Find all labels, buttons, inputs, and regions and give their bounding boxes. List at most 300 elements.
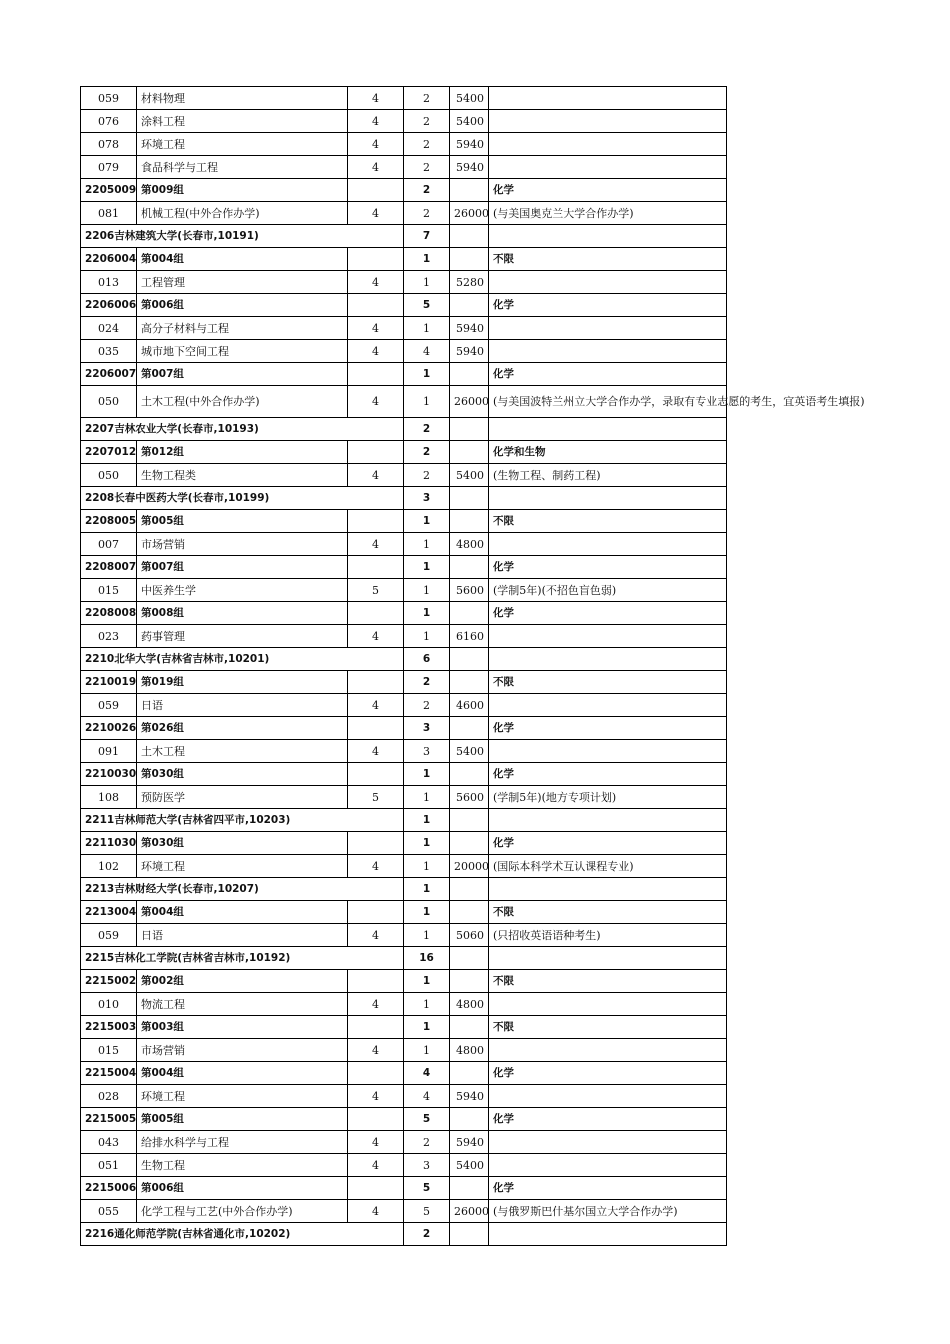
group-name-cell: 第007组 <box>137 556 348 579</box>
fee-cell <box>450 1062 489 1085</box>
plan-count-cell: 1 <box>404 763 450 786</box>
fee-cell <box>450 602 489 625</box>
major-code-cell: 059 <box>81 924 137 947</box>
plan-count-cell: 1 <box>404 1016 450 1039</box>
plan-count-cell: 1 <box>404 625 450 648</box>
years-cell: 4 <box>348 924 404 947</box>
fee-cell <box>450 510 489 533</box>
plan-count-cell: 1 <box>404 855 450 878</box>
major-code-cell: 015 <box>81 579 137 602</box>
plan-count-cell: 5 <box>404 1108 450 1131</box>
note-cell: (国际本科学术互认课程专业) <box>489 855 727 878</box>
note-cell <box>489 625 727 648</box>
university-name-cell: 2208长春中医药大学(长春市,10199) <box>81 487 404 510</box>
major-name-cell: 日语 <box>137 694 348 717</box>
group-name-cell: 第005组 <box>137 1108 348 1131</box>
major-code-cell: 023 <box>81 625 137 648</box>
university-name-cell: 2215吉林化工学院(吉林省吉林市,10192) <box>81 947 404 970</box>
group-name-cell: 第006组 <box>137 1177 348 1200</box>
major-code-cell: 024 <box>81 317 137 340</box>
fee-cell: 5400 <box>450 1154 489 1177</box>
subject-requirement-cell: 不限 <box>489 671 727 694</box>
plan-count-cell: 1 <box>404 510 450 533</box>
note-cell <box>489 809 727 832</box>
plan-count-cell: 1 <box>404 809 450 832</box>
plan-count-cell: 3 <box>404 717 450 740</box>
fee-cell: 5400 <box>450 87 489 110</box>
plan-count-cell: 2 <box>404 87 450 110</box>
subject-requirement-cell: 化学 <box>489 602 727 625</box>
years-cell: 4 <box>348 694 404 717</box>
major-row <box>81 464 727 487</box>
major-code-cell: 015 <box>81 1039 137 1062</box>
years-cell <box>348 970 404 993</box>
major-name-cell: 环境工程 <box>137 133 348 156</box>
plan-count-cell: 2 <box>404 464 450 487</box>
group-code-cell: 2215006 <box>81 1177 137 1200</box>
major-name-cell: 市场营销 <box>137 1039 348 1062</box>
major-code-cell: 010 <box>81 993 137 1016</box>
plan-count-cell: 2 <box>404 110 450 133</box>
subject-requirement-cell: 化学 <box>489 1177 727 1200</box>
plan-count-cell: 5 <box>404 1200 450 1223</box>
group-code-cell: 2207012 <box>81 441 137 464</box>
years-cell: 4 <box>348 340 404 363</box>
university-row <box>81 1223 727 1246</box>
plan-count-cell: 4 <box>404 1085 450 1108</box>
major-row <box>81 340 727 363</box>
plan-count-cell: 1 <box>404 924 450 947</box>
major-code-cell: 051 <box>81 1154 137 1177</box>
group-code-cell: 2205009 <box>81 179 137 202</box>
subject-requirement-cell: 不限 <box>489 248 727 271</box>
plan-count-cell: 1 <box>404 970 450 993</box>
years-cell: 4 <box>348 202 404 225</box>
note-cell <box>489 340 727 363</box>
major-row <box>81 625 727 648</box>
plan-count-cell: 1 <box>404 993 450 1016</box>
group-row <box>81 1062 727 1085</box>
major-row <box>81 533 727 556</box>
plan-count-cell: 2 <box>404 1223 450 1246</box>
fee-cell <box>450 878 489 901</box>
major-code-cell: 035 <box>81 340 137 363</box>
years-cell <box>348 179 404 202</box>
years-cell <box>348 1108 404 1131</box>
major-row <box>81 1131 727 1154</box>
fee-cell <box>450 671 489 694</box>
note-cell <box>489 317 727 340</box>
subject-requirement-cell: 化学 <box>489 1108 727 1131</box>
group-code-cell: 2211030 <box>81 832 137 855</box>
note-cell: (生物工程、制药工程) <box>489 464 727 487</box>
subject-requirement-cell: 化学 <box>489 832 727 855</box>
group-row <box>81 248 727 271</box>
university-row <box>81 809 727 832</box>
fee-cell: 5600 <box>450 579 489 602</box>
years-cell <box>348 441 404 464</box>
fee-cell: 4600 <box>450 694 489 717</box>
major-row <box>81 202 727 225</box>
admission-plan-table <box>80 86 865 1246</box>
fee-cell: 5940 <box>450 340 489 363</box>
fee-cell <box>450 648 489 671</box>
group-code-cell: 2215005 <box>81 1108 137 1131</box>
note-cell <box>489 878 727 901</box>
group-code-cell: 2206004 <box>81 248 137 271</box>
subject-requirement-cell: 化学 <box>489 556 727 579</box>
group-row <box>81 1108 727 1131</box>
fee-cell: 5400 <box>450 110 489 133</box>
fee-cell <box>450 1016 489 1039</box>
note-cell <box>489 225 727 248</box>
group-name-cell: 第005组 <box>137 510 348 533</box>
major-name-cell: 中医养生学 <box>137 579 348 602</box>
fee-cell: 26000 <box>450 1200 489 1223</box>
years-cell: 4 <box>348 464 404 487</box>
years-cell: 4 <box>348 993 404 1016</box>
major-name-cell: 涂料工程 <box>137 110 348 133</box>
group-name-cell: 第030组 <box>137 832 348 855</box>
plan-count-cell: 2 <box>404 1131 450 1154</box>
university-name-cell: 2210北华大学(吉林省吉林市,10201) <box>81 648 404 671</box>
years-cell: 4 <box>348 855 404 878</box>
years-cell: 4 <box>348 110 404 133</box>
plan-count-cell: 5 <box>404 294 450 317</box>
university-name-cell: 2207吉林农业大学(长春市,10193) <box>81 418 404 441</box>
subject-requirement-cell: 不限 <box>489 901 727 924</box>
note-cell <box>489 740 727 763</box>
fee-cell: 5940 <box>450 1085 489 1108</box>
years-cell: 4 <box>348 1039 404 1062</box>
fee-cell <box>450 294 489 317</box>
subject-requirement-cell: 化学 <box>489 717 727 740</box>
fee-cell: 4800 <box>450 533 489 556</box>
plan-count-cell: 3 <box>404 487 450 510</box>
major-code-cell: 050 <box>81 464 137 487</box>
plan-count-cell: 1 <box>404 317 450 340</box>
major-row <box>81 786 727 809</box>
fee-cell <box>450 832 489 855</box>
major-row <box>81 1039 727 1062</box>
years-cell <box>348 1016 404 1039</box>
university-name-cell: 2211吉林师范大学(吉林省四平市,10203) <box>81 809 404 832</box>
years-cell <box>348 717 404 740</box>
fee-cell: 4800 <box>450 993 489 1016</box>
major-row <box>81 1085 727 1108</box>
fee-cell <box>450 225 489 248</box>
subject-requirement-cell: 化学和生物 <box>489 441 727 464</box>
group-name-cell: 第019组 <box>137 671 348 694</box>
major-name-cell: 环境工程 <box>137 1085 348 1108</box>
major-name-cell: 机械工程(中外合作办学) <box>137 202 348 225</box>
university-row <box>81 225 727 248</box>
fee-cell: 6160 <box>450 625 489 648</box>
note-cell <box>489 271 727 294</box>
group-row <box>81 717 727 740</box>
note-cell <box>489 947 727 970</box>
years-cell: 4 <box>348 740 404 763</box>
fee-cell <box>450 970 489 993</box>
years-cell <box>348 556 404 579</box>
major-code-cell: 079 <box>81 156 137 179</box>
years-cell: 4 <box>348 271 404 294</box>
fee-cell: 5940 <box>450 1131 489 1154</box>
group-name-cell: 第007组 <box>137 363 348 386</box>
plan-count-cell: 3 <box>404 1154 450 1177</box>
fee-cell: 5400 <box>450 740 489 763</box>
plan-count-cell: 1 <box>404 878 450 901</box>
plan-count-cell: 1 <box>404 579 450 602</box>
note-cell <box>489 993 727 1016</box>
plan-count-cell: 3 <box>404 740 450 763</box>
years-cell: 4 <box>348 386 404 418</box>
major-name-cell: 材料物理 <box>137 87 348 110</box>
major-code-cell: 059 <box>81 694 137 717</box>
group-name-cell: 第006组 <box>137 294 348 317</box>
major-name-cell: 物流工程 <box>137 993 348 1016</box>
group-name-cell: 第008组 <box>137 602 348 625</box>
plan-count-cell: 4 <box>404 340 450 363</box>
fee-cell <box>450 809 489 832</box>
subject-requirement-cell: 不限 <box>489 970 727 993</box>
fee-cell: 26000 <box>450 386 489 418</box>
group-code-cell: 2206006 <box>81 294 137 317</box>
major-code-cell: 091 <box>81 740 137 763</box>
group-name-cell: 第002组 <box>137 970 348 993</box>
fee-cell <box>450 1108 489 1131</box>
note-cell <box>489 487 727 510</box>
plan-count-cell: 1 <box>404 1039 450 1062</box>
fee-cell: 5400 <box>450 464 489 487</box>
group-row <box>81 179 727 202</box>
years-cell: 5 <box>348 786 404 809</box>
major-code-cell: 013 <box>81 271 137 294</box>
major-name-cell: 生物工程类 <box>137 464 348 487</box>
fee-cell: 5940 <box>450 156 489 179</box>
university-name-cell: 2216通化师范学院(吉林省通化市,10202) <box>81 1223 404 1246</box>
major-name-cell: 环境工程 <box>137 855 348 878</box>
group-name-cell: 第004组 <box>137 248 348 271</box>
years-cell: 4 <box>348 625 404 648</box>
plan-count-cell: 2 <box>404 441 450 464</box>
university-row <box>81 648 727 671</box>
fee-cell <box>450 717 489 740</box>
subject-requirement-cell: 化学 <box>489 363 727 386</box>
years-cell: 4 <box>348 1131 404 1154</box>
years-cell <box>348 901 404 924</box>
university-name-cell: 2206吉林建筑大学(长春市,10191) <box>81 225 404 248</box>
university-row <box>81 947 727 970</box>
university-name-cell: 2213吉林财经大学(长春市,10207) <box>81 878 404 901</box>
years-cell: 4 <box>348 133 404 156</box>
note-cell <box>489 156 727 179</box>
fee-cell <box>450 1223 489 1246</box>
plan-count-cell: 1 <box>404 602 450 625</box>
fee-cell <box>450 441 489 464</box>
fee-cell <box>450 179 489 202</box>
plan-count-cell: 1 <box>404 901 450 924</box>
major-name-cell: 工程管理 <box>137 271 348 294</box>
note-cell <box>489 1154 727 1177</box>
plan-count-cell: 2 <box>404 202 450 225</box>
plan-count-cell: 1 <box>404 786 450 809</box>
group-code-cell: 2208007 <box>81 556 137 579</box>
plan-count-cell: 6 <box>404 648 450 671</box>
major-code-cell: 081 <box>81 202 137 225</box>
group-row <box>81 556 727 579</box>
university-row <box>81 487 727 510</box>
subject-requirement-cell: 化学 <box>489 179 727 202</box>
major-row <box>81 110 727 133</box>
group-row <box>81 294 727 317</box>
years-cell: 4 <box>348 533 404 556</box>
group-code-cell: 2208008 <box>81 602 137 625</box>
group-code-cell: 2210030 <box>81 763 137 786</box>
note-cell <box>489 533 727 556</box>
group-code-cell: 2208005 <box>81 510 137 533</box>
group-row <box>81 363 727 386</box>
note-cell: (只招收英语语种考生) <box>489 924 727 947</box>
major-name-cell: 预防医学 <box>137 786 348 809</box>
major-row <box>81 1154 727 1177</box>
major-row <box>81 1200 727 1223</box>
major-name-cell: 化学工程与工艺(中外合作办学) <box>137 1200 348 1223</box>
major-name-cell: 药事管理 <box>137 625 348 648</box>
years-cell <box>348 363 404 386</box>
note-cell <box>489 133 727 156</box>
subject-requirement-cell: 不限 <box>489 510 727 533</box>
major-row <box>81 579 727 602</box>
note-cell <box>489 418 727 441</box>
fee-cell <box>450 418 489 441</box>
major-name-cell: 生物工程 <box>137 1154 348 1177</box>
years-cell <box>348 510 404 533</box>
major-name-cell: 高分子材料与工程 <box>137 317 348 340</box>
years-cell: 4 <box>348 1200 404 1223</box>
major-code-cell: 076 <box>81 110 137 133</box>
major-code-cell: 108 <box>81 786 137 809</box>
years-cell <box>348 832 404 855</box>
major-row <box>81 386 727 418</box>
major-name-cell: 土木工程 <box>137 740 348 763</box>
major-row <box>81 924 727 947</box>
plan-count-cell: 4 <box>404 1062 450 1085</box>
group-name-cell: 第004组 <box>137 901 348 924</box>
group-code-cell: 2210019 <box>81 671 137 694</box>
group-row <box>81 763 727 786</box>
major-name-cell: 市场营销 <box>137 533 348 556</box>
major-row <box>81 87 727 110</box>
note-cell <box>489 694 727 717</box>
subject-requirement-cell: 化学 <box>489 763 727 786</box>
major-code-cell: 055 <box>81 1200 137 1223</box>
group-row <box>81 901 727 924</box>
plan-count-cell: 2 <box>404 418 450 441</box>
subject-requirement-cell: 化学 <box>489 1062 727 1085</box>
plan-count-cell: 2 <box>404 671 450 694</box>
major-code-cell: 043 <box>81 1131 137 1154</box>
plan-count-cell: 16 <box>404 947 450 970</box>
years-cell: 5 <box>348 579 404 602</box>
group-code-cell: 2215002 <box>81 970 137 993</box>
fee-cell: 26000 <box>450 202 489 225</box>
major-name-cell: 给排水科学与工程 <box>137 1131 348 1154</box>
years-cell <box>348 602 404 625</box>
group-code-cell: 2215004 <box>81 1062 137 1085</box>
years-cell: 4 <box>348 1085 404 1108</box>
group-code-cell: 2210026 <box>81 717 137 740</box>
table-body <box>81 87 865 1246</box>
major-code-cell: 102 <box>81 855 137 878</box>
group-name-cell: 第030组 <box>137 763 348 786</box>
major-row <box>81 694 727 717</box>
plan-count-cell: 1 <box>404 556 450 579</box>
years-cell: 4 <box>348 87 404 110</box>
group-name-cell: 第012组 <box>137 441 348 464</box>
years-cell: 4 <box>348 317 404 340</box>
fee-cell: 5940 <box>450 317 489 340</box>
note-cell <box>489 1223 727 1246</box>
plan-count-cell: 1 <box>404 271 450 294</box>
fee-cell <box>450 1177 489 1200</box>
note-cell: (与美国奥克兰大学合作办学) <box>489 202 727 225</box>
fee-cell <box>450 248 489 271</box>
group-row <box>81 1177 727 1200</box>
group-row <box>81 441 727 464</box>
note-cell: (学制5年)(不招色盲色弱) <box>489 579 727 602</box>
major-row <box>81 740 727 763</box>
major-row <box>81 317 727 340</box>
fee-cell <box>450 763 489 786</box>
major-code-cell: 028 <box>81 1085 137 1108</box>
plan-count-cell: 1 <box>404 248 450 271</box>
group-row <box>81 510 727 533</box>
subject-requirement-cell: 不限 <box>489 1016 727 1039</box>
fee-cell <box>450 901 489 924</box>
note-cell <box>489 648 727 671</box>
fee-cell <box>450 947 489 970</box>
group-row <box>81 671 727 694</box>
plan-count-cell: 1 <box>404 533 450 556</box>
fee-cell: 5280 <box>450 271 489 294</box>
group-row <box>81 832 727 855</box>
years-cell: 4 <box>348 1154 404 1177</box>
major-name-cell: 土木工程(中外合作办学) <box>137 386 348 418</box>
years-cell <box>348 671 404 694</box>
group-name-cell: 第004组 <box>137 1062 348 1085</box>
fee-cell <box>450 487 489 510</box>
plan-count-cell: 1 <box>404 363 450 386</box>
fee-cell: 4800 <box>450 1039 489 1062</box>
group-name-cell: 第026组 <box>137 717 348 740</box>
fee-cell <box>450 556 489 579</box>
group-code-cell: 2206007 <box>81 363 137 386</box>
note-cell <box>489 110 727 133</box>
major-row <box>81 156 727 179</box>
plan-count-cell: 2 <box>404 156 450 179</box>
subject-requirement-cell: 化学 <box>489 294 727 317</box>
major-row <box>81 855 727 878</box>
group-row <box>81 1016 727 1039</box>
plan-count-cell: 1 <box>404 832 450 855</box>
plan-count-cell: 2 <box>404 133 450 156</box>
university-row <box>81 418 727 441</box>
note-cell <box>489 87 727 110</box>
major-code-cell: 059 <box>81 87 137 110</box>
group-row <box>81 602 727 625</box>
major-name-cell: 城市地下空间工程 <box>137 340 348 363</box>
